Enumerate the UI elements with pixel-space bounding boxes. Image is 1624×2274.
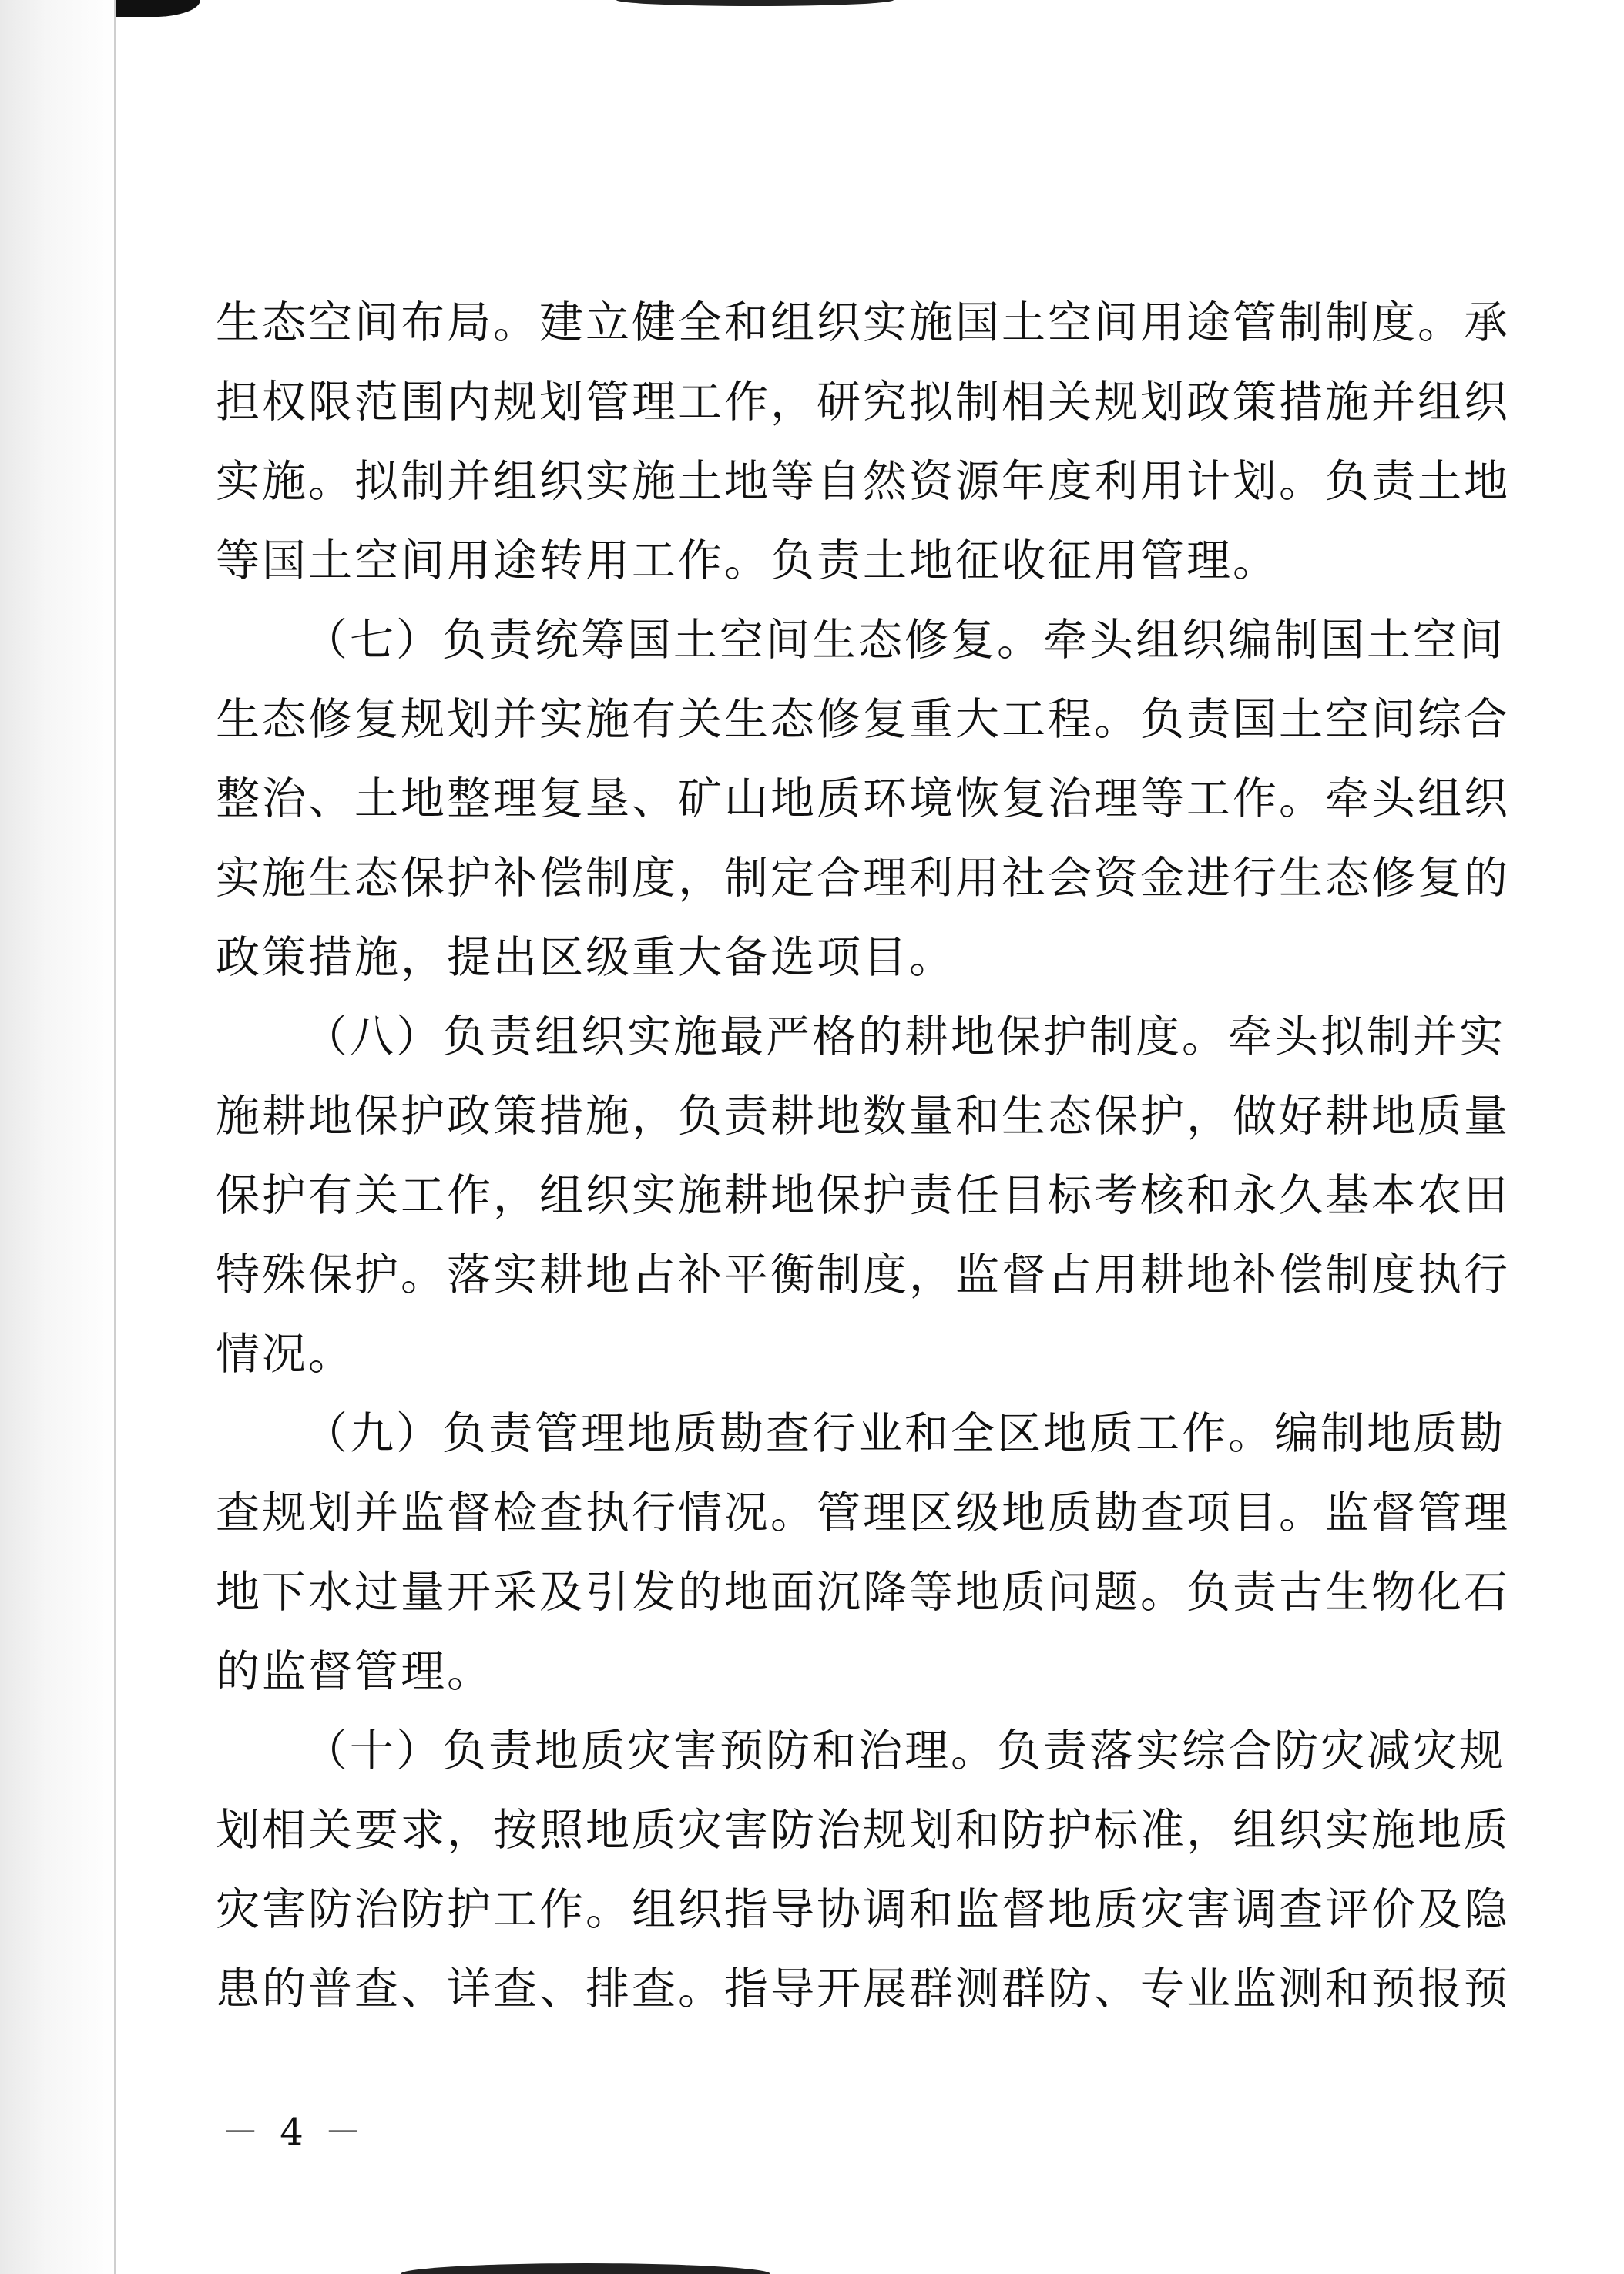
text-line: 生态空间布局。建立健全和组织实施国土空间用途管制制度。承: [216, 297, 1510, 348]
text-line: 整治、土地整理复垦、矿山地质环境恢复治理等工作。牵头组织: [216, 773, 1510, 824]
text-line: 实施生态保护补偿制度，制定合理利用社会资金进行生态修复的: [216, 853, 1510, 904]
scan-artifact-bottom: [401, 2263, 770, 2274]
text-line: 特殊保护。落实耕地占补平衡制度，监督占用耕地补偿制度执行: [216, 1249, 1510, 1300]
text-line: 实施。拟制并组织实施土地等自然资源年度利用计划。负责土地: [216, 456, 1510, 507]
text-line: 施耕地保护政策措施，负责耕地数量和生态保护，做好耕地质量: [216, 1091, 1510, 1142]
text-line: 生态修复规划并实施有关生态修复重大工程。负责国土空间综合: [216, 694, 1510, 745]
document-body: [216, 283, 1510, 2029]
scan-artifact-top-left: [116, 0, 200, 17]
paragraph-start-line: （八）负责组织实施最严格的耕地保护制度。牵头拟制并实: [304, 1011, 1505, 1062]
text-line: 患的普查、详查、排查。指导开展群测群防、专业监测和预报预: [216, 1964, 1510, 2014]
text-line: 等国土空间用途转用工作。负责土地征收征用管理。: [216, 535, 1279, 586]
text-line: 政策措施，提出区级重大备选项目。: [216, 932, 955, 983]
scan-page-edge: [114, 0, 116, 2274]
page-number: － 4 －: [222, 2111, 367, 2154]
paragraph-start-line: （九）负责管理地质勘查行业和全区地质工作。编制地质勘: [304, 1408, 1505, 1459]
text-line: 地下水过量开采及引发的地面沉降等地质问题。负责古生物化石: [216, 1567, 1510, 1618]
text-line: 保护有关工作，组织实施耕地保护责任目标考核和永久基本农田: [216, 1170, 1510, 1221]
text-line: 查规划并监督检查执行情况。管理区级地质勘查项目。监督管理: [216, 1487, 1510, 1538]
text-line: 的监督管理。: [216, 1646, 493, 1697]
text-line: 划相关要求，按照地质灾害防治规划和防护标准，组织实施地质: [216, 1805, 1510, 1856]
scan-artifact-top-center: [616, 0, 894, 6]
text-line: 情况。: [216, 1329, 354, 1380]
paragraph-start-line: （十）负责地质灾害预防和治理。负责落实综合防灾减灾规: [304, 1726, 1505, 1776]
text-line: 灾害防治防护工作。组织指导协调和监督地质灾害调查评价及隐: [216, 1884, 1510, 1935]
scan-left-shadow: [0, 0, 116, 2274]
text-line: 担权限范围内规划管理工作，研究拟制相关规划政策措施并组织: [216, 377, 1510, 428]
paragraph-start-line: （七）负责统筹国土空间生态修复。牵头组织编制国土空间: [304, 615, 1505, 666]
